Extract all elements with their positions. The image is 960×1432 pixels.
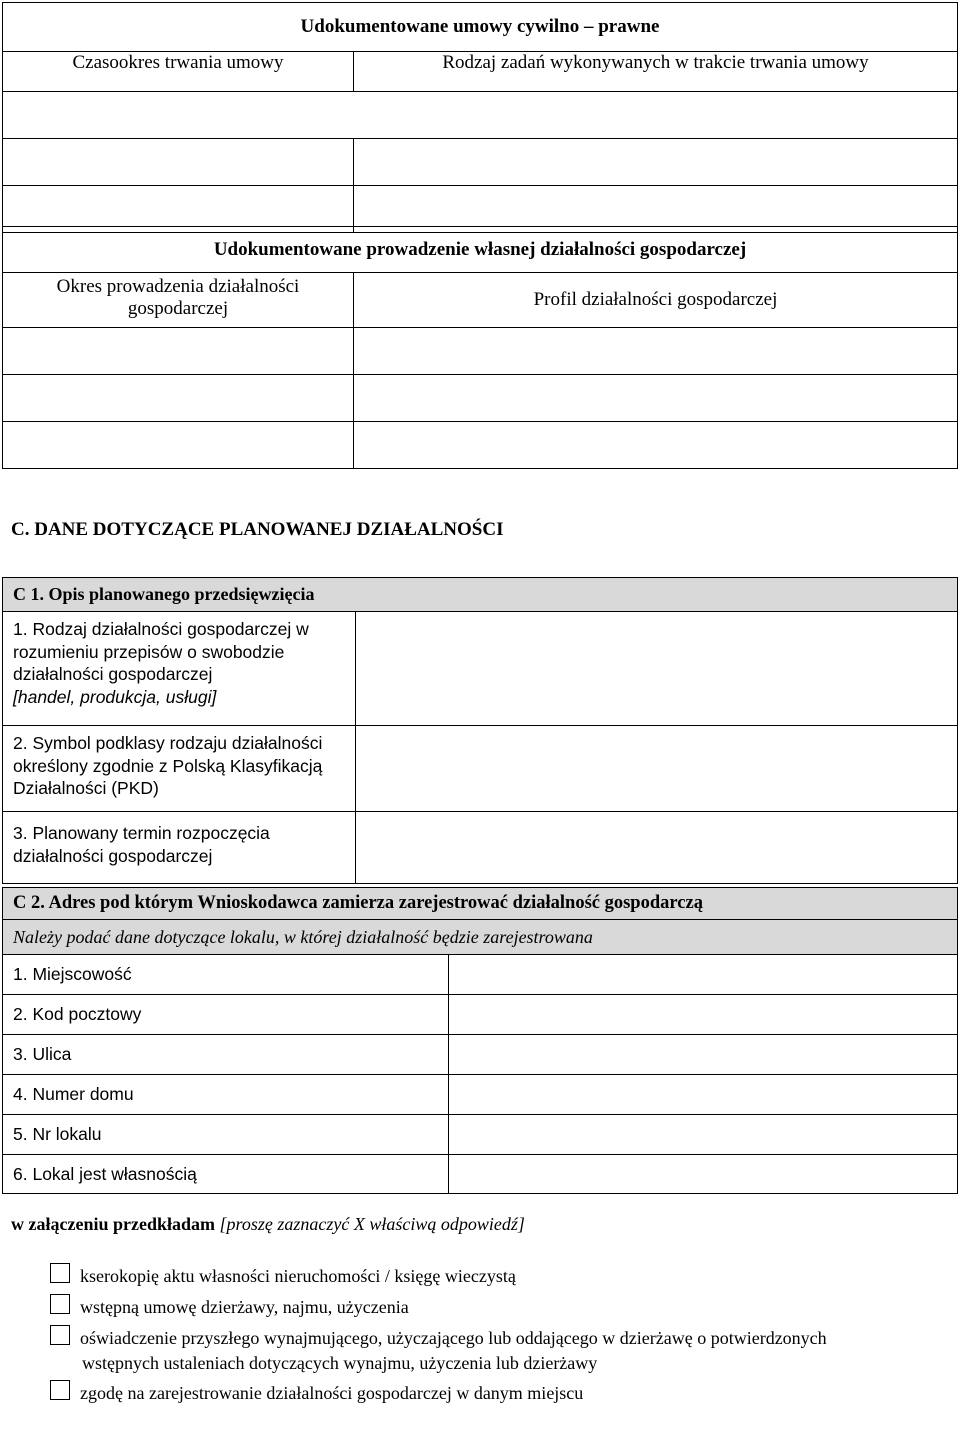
c2-house-number-label: 4. Numer domu xyxy=(3,1075,449,1115)
attachments-title-bold: w załączeniu przedkładam xyxy=(11,1214,215,1234)
c1-q1-line1: 1. Rodzaj działalności gospodarczej w xyxy=(13,619,309,639)
c2-ownership-field[interactable] xyxy=(449,1155,958,1194)
c1-pkd-label xyxy=(3,726,356,812)
c2-table xyxy=(2,887,958,1194)
c2-postcode-field[interactable] xyxy=(449,995,958,1035)
attachment-option-3-label: oświadczenie przyszłego wynajmującego, użyczającego lub oddającego w dzierżawę o potwierdzonych xyxy=(80,1328,827,1348)
business-period-header-line1: Okres prowadzenia działalności xyxy=(56,276,300,297)
c1-q1-line3: działalności gospodarczej xyxy=(13,664,213,684)
c1-q3-line2: działalności gospodarczej xyxy=(13,845,213,866)
civil-spacer-right xyxy=(354,92,958,139)
c1-q1-hint: [handel, produkcja, usługi] xyxy=(13,686,217,707)
section-c-title: C. DANE DOTYCZĄCE PLANOWANEJ DZIAŁALNOŚCI xyxy=(11,519,504,540)
business-period-header xyxy=(3,273,354,328)
civil-contracts-table xyxy=(2,2,958,233)
c1-start-date-field[interactable] xyxy=(356,812,958,884)
business-table xyxy=(2,226,958,469)
attachments-title-hint: [proszę zaznaczyć X właściwą odpowiedź] xyxy=(219,1214,525,1234)
c2-street-field[interactable] xyxy=(449,1035,958,1075)
attachment-option-2-label: wstępną umowę dzierżawy, najmu, użyczenia xyxy=(80,1297,409,1317)
attachment-option-3-label-cont: wstępnych ustaleniach dotyczących wynajmu, użyczenia lub dzierżawy xyxy=(82,1353,598,1373)
business-period-cell-2[interactable] xyxy=(3,375,354,422)
attachments-title xyxy=(11,1214,525,1235)
business-period-cell-3[interactable] xyxy=(3,422,354,469)
business-profile-header: Profil działalności gospodarczej xyxy=(354,273,958,328)
business-title: Udokumentowane prowadzenie własnej działalności gospodarczej xyxy=(3,227,958,273)
c1-title: C 1. Opis planowanego przedsięwzięcia xyxy=(3,578,958,612)
c2-city-label: 1. Miejscowość xyxy=(3,955,449,995)
attachment-checkbox-3[interactable] xyxy=(50,1325,70,1345)
civil-period-cell-1[interactable] xyxy=(3,139,354,186)
c2-apartment-field[interactable] xyxy=(449,1115,958,1155)
attachment-checkbox-2[interactable] xyxy=(50,1294,70,1314)
c2-postcode-label: 2. Kod pocztowy xyxy=(3,995,449,1035)
business-period-cell-1[interactable] xyxy=(3,328,354,375)
civil-period-header: Czasookres trwania umowy xyxy=(3,52,354,92)
c2-city-field[interactable] xyxy=(449,955,958,995)
c2-title: C 2. Adres pod którym Wnioskodawca zamierza zarejestrować działalność gospodarczą xyxy=(3,888,958,920)
c1-q2-line3: Działalności (PKD) xyxy=(13,778,159,798)
c2-note: Należy podać dane dotyczące lokalu, w której działalność będzie zarejestrowana xyxy=(3,920,958,955)
civil-tasks-cell-1[interactable] xyxy=(354,139,958,186)
c1-q1-line2: rozumieniu przepisów o swobodzie xyxy=(13,641,285,662)
civil-tasks-header: Rodzaj zadań wykonywanych w trakcie trwania umowy xyxy=(354,52,958,92)
business-profile-cell-1[interactable] xyxy=(354,328,958,375)
c1-pkd-field[interactable] xyxy=(356,726,958,812)
c2-street-label: 3. Ulica xyxy=(3,1035,449,1075)
c1-q2-line1: 2. Symbol podklasy rodzaju działalności xyxy=(13,733,323,753)
civil-contracts-title: Udokumentowane umowy cywilno – prawne xyxy=(3,3,958,52)
attachment-option-1-label: kserokopię aktu własności nieruchomości / księgę wieczystą xyxy=(80,1266,516,1286)
c1-activity-type-field[interactable] xyxy=(356,612,958,726)
attachment-checkbox-1[interactable] xyxy=(50,1263,70,1283)
c1-start-date-label xyxy=(3,812,356,884)
c1-q2-line2: określony zgodnie z Polską Klasyfikacją xyxy=(13,755,323,776)
attachment-checkbox-4[interactable] xyxy=(50,1380,70,1400)
business-profile-cell-3[interactable] xyxy=(354,422,958,469)
c1-activity-type-label xyxy=(3,612,356,726)
c2-house-number-field[interactable] xyxy=(449,1075,958,1115)
c2-apartment-label: 5. Nr lokalu xyxy=(3,1115,449,1155)
business-profile-cell-2[interactable] xyxy=(354,375,958,422)
c1-table xyxy=(2,577,958,884)
c2-ownership-label: 6. Lokal jest własnością xyxy=(3,1155,449,1194)
business-period-header-line2: gospodarczej xyxy=(127,298,229,319)
attachment-option-4-label: zgodę na zarejestrowanie działalności gospodarczej w danym miejscu xyxy=(80,1383,584,1403)
civil-spacer xyxy=(3,92,354,139)
c1-q3-line1: 3. Planowany termin rozpoczęcia xyxy=(13,823,270,843)
